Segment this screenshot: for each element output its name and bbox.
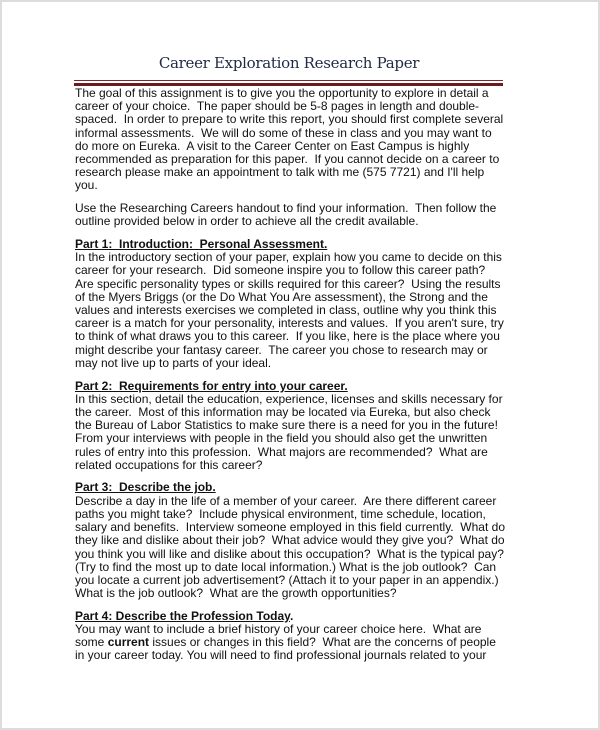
text-line: From your interviews with people in the field you should also get the unwritten xyxy=(75,431,488,446)
part-4-heading: Part 4: Describe the Profession Today xyxy=(75,608,290,623)
text-line: related occupations for this career? xyxy=(75,457,263,472)
text-line: may not live up to parts of your ideal. xyxy=(75,355,272,370)
text-line: rules of entry into this profession. What majors are recommended? What are xyxy=(75,444,488,459)
text-line: In this section, detail the education, experience, licenses and skills necessary for xyxy=(75,391,503,406)
text-line: values and interests exercises we completed in class, outline why you think this xyxy=(75,303,497,318)
part-4-heading-period: . xyxy=(289,608,294,623)
text-segment: issues or changes in this field? What are the concerns of people xyxy=(149,635,496,650)
text-line: you think you will like and dislike about this occupation? What is the typical pay? xyxy=(75,546,504,561)
text-line: research please make an appointment to talk with me (575 7721) and I'll help xyxy=(75,165,485,180)
text-segment: some xyxy=(75,635,108,650)
text-line: career is a match for your personality, interests and values. If you aren't sure, try xyxy=(75,316,504,331)
text-line: the career. Most of this information may be located via Eureka, but also check xyxy=(75,404,491,419)
text-line: paths you might take? Include physical environment, time schedule, location, xyxy=(75,506,486,521)
instructions-paragraph xyxy=(75,202,505,228)
text-line: salary and benefits. Interview someone employed in this field currently. What do xyxy=(75,520,505,535)
part-1-heading: Part 1: Introduction: Personal Assessment. xyxy=(75,237,328,252)
part-4-section xyxy=(75,610,505,663)
text-line: might describe your fantasy career. The career you chose to research may or xyxy=(75,342,488,357)
text-line: they like and dislike about their job? What advice would they give you? What do xyxy=(75,533,505,548)
text-line: In the introductory section of your paper, explain how you came to decide on this xyxy=(75,250,502,265)
text-line: informal assessments. We will do some of these in class and you may want to xyxy=(75,125,492,140)
text-line: Describe a day in the life of a member of your career. Are there different career xyxy=(75,493,497,508)
text-line: You may want to include a brief history of your career choice here. What are xyxy=(75,622,482,637)
text-line: to think of what draws you to this career. If you like, here is the place where you xyxy=(75,329,500,344)
text-line: What is the job outlook? What are the growth opportunities? xyxy=(75,586,397,601)
part-1-section xyxy=(75,238,505,370)
text-line: the Bureau of Labor Statistics to make sure there is a need for you in the future! xyxy=(75,418,498,433)
document-title: Career Exploration Research Paper xyxy=(158,54,420,72)
text-line: career of your choice. The paper should be 5-8 pages in length and double- xyxy=(75,99,480,114)
text-line: spaced. In order to prepare to write this report, you should first complete several xyxy=(75,112,504,127)
emphasis-current: current xyxy=(107,635,150,650)
text-line: Use the Researching Careers handout to find your information. Then follow the xyxy=(75,201,497,216)
text-line: in your career today. You will need to find professional journals related to your xyxy=(75,648,487,663)
part-2-section xyxy=(75,380,505,472)
part-3-heading: Part 3: Describe the job. xyxy=(75,480,216,495)
part-2-heading: Part 2: Requirements for entry into your career. xyxy=(75,378,348,393)
text-line: recommended as preparation for this paper. If you cannot decide on a career to xyxy=(75,152,500,167)
text-line: you. xyxy=(75,178,98,193)
text-line: outline provided below in order to achieve all the credit available. xyxy=(75,214,419,229)
text-line: you locate a current job advertisement? (Attach it to your paper in an appendix.) xyxy=(75,572,499,587)
text-line: Are specific personality types or skills required for this career? Using the results xyxy=(75,276,501,291)
text-line: of the Myers Briggs (or the Do What You Are assessment), the Strong and the xyxy=(75,289,488,304)
document-body xyxy=(75,87,505,672)
intro-paragraph xyxy=(75,87,505,193)
part-3-section xyxy=(75,481,505,600)
text-line: The goal of this assignment is to give you the opportunity to explore in detail a xyxy=(75,86,489,100)
text-line: do more on Eureka. A visit to the Career Center on East Campus is highly xyxy=(75,138,470,153)
title-rule-thin xyxy=(74,80,503,81)
text-line: career for your research. Did someone inspire you to follow this career path? xyxy=(75,263,486,278)
text-line: (Try to find the most up to date local information.) What is the job outlook? Can xyxy=(75,559,497,574)
